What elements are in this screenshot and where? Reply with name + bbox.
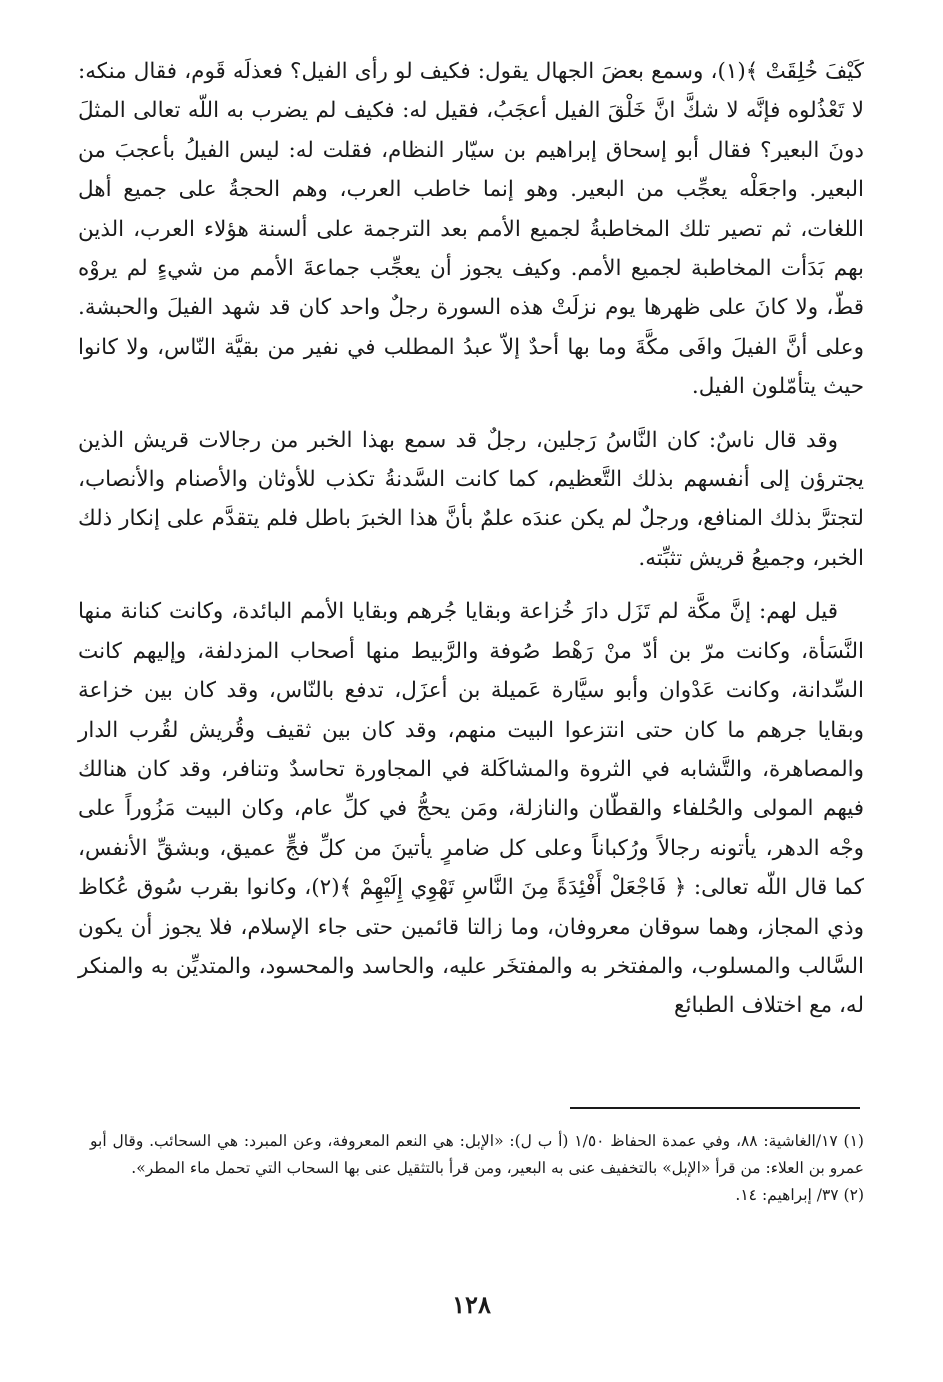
footnote-separator xyxy=(570,1107,860,1109)
footnote-2: (٢) ٣٧/ إبراهيم: ١٤. xyxy=(735,1186,864,1204)
paragraph-1: كَيْفَ خُلِقَتْ ﴾(١)، وسمع بعضَ الجهال يقول: فكيف لو رأى الفيل؟ فعذلَه قَوم، فقال منكه: لا تَعْذُلوه فإنَّه لا شكَّ انَّ خَلْقَ الفيل أعجَبُ، فقيل له: فكيف لم يضرب به اللّه تعالى المثلَ دونَ البعير؟ فقال أبو إسحاق إبراهيم بن سيّار النظام، فقلت له: ليس الفيلُ بأعجبَ من البعير. واجعَلْه يعجِّب من البعير. وهو إنما خاطب العرب، وهم الحجةُ على جميع أهل اللغات، ثم تصير تلك المخاطبةُ لجميع الأمم بعد الترجمة على ألسنة هؤلاء العرب، الذين بهم بَدَأت المخاطبة لجميع الأمم. وكيف يجوز أن يعجِّب جماعةَ الأمم من شيءٍ لم يروْه قطّ، ولا كانَ على ظهرها يوم نزلَتْ هذه السورة رجلٌ واحد كان قد شهد الفيلَ والحبشة. وعلى أنَّ الفيلَ وافَى مكَّةَ وما بها أحدٌ إلاّ عبدُ المطلب في نفير من بقيَّة النّاس، ولا كانوا حيث يتأمّلون الفيل. xyxy=(78,59,865,400)
footnotes xyxy=(90,1128,864,1209)
paragraph-3: قيل لهم: إنَّ مكَّة لم تَزَل دارَ خُزاعة وبقايا جُرهم وبقايا الأمم البائدة، وكانت كنانة منها النَّسَأة، وكانت مرّ بن أدّ منْ رَهْط صُوفة والرَّبيط منها أصحاب المزدلفة، وإليهم كانت السِّدانة، وكانت عَدْوان وأبو سيَّارة عَميلة بن أعزَل، تدفع بالنّاس، وقد كان بين خزاعة وبقايا جرهم ما كان حتى انتزعوا البيت منهم، وقد كان بين ثقيف وقُريش لقُرب الدار والمصاهرة، والتَّشابه في الثروة والمشاكَلة في المجاورة تحاسدٌ وتنافر، وقد كان هنالك فيهم المولى والحُلفاء والقطّان والنازلة، ومَن يحجُّ في كلِّ عام، وكان البيت مَزُوراً على وجْه الدهر، يأتونه رجالاً ورُكباناً وعلى كل ضامرٍ يأتينَ من كلِّ فجٍّ عميق، وبشقِّ الأنفس، كما قال اللّه تعالى: ﴿ فَاجْعَلْ أَفْئِدَةً مِنَ النَّاسِ تَهْوِي إِلَيْهِمْ ﴾(٢)، وكانوا بقرب سُوق عُكاظ وذي المجاز، وهما سوقان معروفان، وما زالتا قائمين حتى جاء الإسلام، فلا يجوز أن يكون السَّالب والمسلوب، والمفتخر به والمفتخَر عليه، والحاسد والمحسود، والمتديِّن به والمنكر له، مع اختلاف الطبائع xyxy=(78,599,864,1019)
paragraph-2: وقد قال ناسٌ: كان النَّاسُ رَجلين، رجلٌ قد سمع بهذا الخبر من رجالات قريش الذين يجترؤن إلى أنفسهم بذلك التَّعظيم، كما كانت السَّدنةُ تكذب للأوثان والأصنام والأنصاب، لتجترَّ بذلك المنافع، ورجلٌ لم يكن عندَه علمٌ بأنَّ هذا الخبرَ باطل فلم يتقدَّم على إنكار ذلك الخبر، وجميعُ قريش تثبِّته. xyxy=(78,427,864,571)
main-text xyxy=(78,52,864,1026)
footnote-1: (١) ١٧/الغاشية: ٨٨، وفي عمدة الحفاظ ١/٥٠ (أ ب ل): «الإبل: هي النعم المعروفة، وعن المبرد: هي السحائب. وقال أبو عمرو بن العلاء: من قرأ «الإبل» بالتخفيف عنى به البعير، ومن قرأ بالتثقيل عنى بها السحاب التي تحمل ماء المطر». xyxy=(90,1132,864,1177)
page-number: ١٢٨ xyxy=(452,1290,491,1319)
